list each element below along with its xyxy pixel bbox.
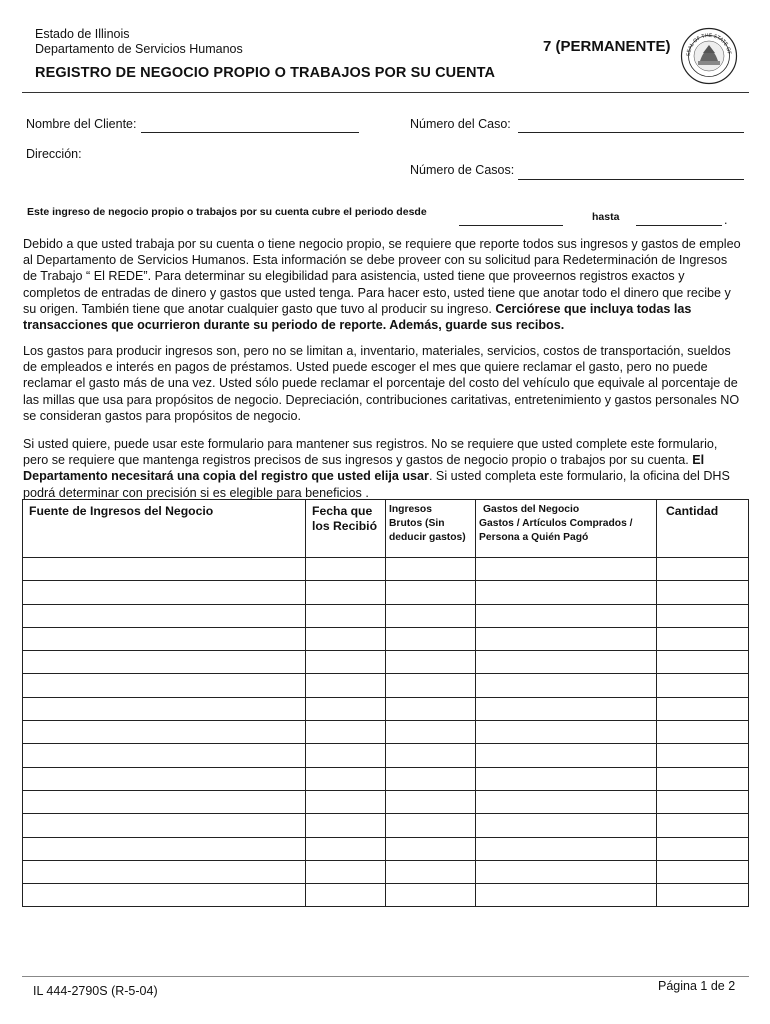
table-row (23, 744, 749, 767)
cell-source[interactable] (23, 884, 306, 907)
cell-gross[interactable] (386, 674, 476, 697)
table-row (23, 814, 749, 837)
paragraph-reporting (23, 236, 743, 333)
cell-date[interactable] (306, 814, 386, 837)
income-expense-table (22, 499, 749, 907)
cell-amount[interactable] (657, 790, 749, 813)
cell-amount[interactable] (657, 697, 749, 720)
cell-expense[interactable] (476, 744, 657, 767)
paragraph-expenses: Los gastos para producir ingresos son, pero no se limitan a, inventario, materiales, servicios, costos de transportación, sueldos de empleados e interés en pagos de préstamos. Usted puede escoger el mes que quiere reclamar el gasto, pero no puede reclamar el gasto más de una vez. Usted sólo puede reclamar el porcentaje del costo del vehículo que equivale al porcentaje de las millas que usa para propósitos de negocio. Depreciación, contribuciones caritativas, entretenimiento y gastos personales NO se consideran gastos para propósitos de negocio. (23, 344, 740, 423)
cell-gross[interactable] (386, 790, 476, 813)
cell-amount[interactable] (657, 744, 749, 767)
until-label: hasta (592, 211, 620, 223)
cell-date[interactable] (306, 604, 386, 627)
cell-date[interactable] (306, 627, 386, 650)
cell-amount[interactable] (657, 884, 749, 907)
cell-gross[interactable] (386, 860, 476, 883)
paragraph-reporting-text: Debido a que usted trabaja por su cuenta o tiene negocio propio, se requiere que reporte todos sus ingresos y gastos de empleo al Departamento de Servicios Humanos. Esta información se debe proveer con su solicitud para Redeterminación de Ingresos de Trabajo “ El REDE”. Para determinar su elegibilidad para asistencia, usted tiene que proveernos registros exactos y completos de entradas de dinero y gastos que usted tenga. Para hacer esto, usted tiene que anotar todo el dinero que recibe y su origen. También tiene que anotar cualquier gasto que tuvo al producir su ingreso. (23, 237, 741, 316)
cell-amount[interactable] (657, 837, 749, 860)
cell-gross[interactable] (386, 767, 476, 790)
table-row (23, 558, 749, 581)
cell-amount[interactable] (657, 651, 749, 674)
table-row (23, 651, 749, 674)
form-code: 7 (PERMANENTE) (543, 38, 671, 55)
cell-expense[interactable] (476, 721, 657, 744)
cell-expense[interactable] (476, 581, 657, 604)
table-row (23, 860, 749, 883)
footer-divider (22, 976, 749, 977)
form-title: REGISTRO DE NEGOCIO PROPIO O TRABAJOS POR SU CUENTA (35, 65, 496, 81)
table-row (23, 837, 749, 860)
agency-department: Departamento de Servicios Humanos (35, 42, 243, 56)
cell-amount[interactable] (657, 627, 749, 650)
cell-gross[interactable] (386, 651, 476, 674)
cell-expense[interactable] (476, 767, 657, 790)
cell-expense[interactable] (476, 884, 657, 907)
cell-date[interactable] (306, 674, 386, 697)
cell-source[interactable] (23, 627, 306, 650)
period-end-punct: . (724, 213, 728, 227)
cell-source[interactable] (23, 767, 306, 790)
cell-source[interactable] (23, 860, 306, 883)
table-row (23, 674, 749, 697)
cell-amount[interactable] (657, 860, 749, 883)
cell-amount[interactable] (657, 814, 749, 837)
cell-amount[interactable] (657, 604, 749, 627)
cell-date[interactable] (306, 884, 386, 907)
col-header-source: Fuente de Ingresos del Negocio (23, 500, 306, 558)
cell-gross[interactable] (386, 558, 476, 581)
table-row (23, 721, 749, 744)
cell-expense[interactable] (476, 674, 657, 697)
cell-expense[interactable] (476, 814, 657, 837)
cell-expense[interactable] (476, 651, 657, 674)
cell-expense[interactable] (476, 837, 657, 860)
cell-date[interactable] (306, 860, 386, 883)
agency-state: Estado de Illinois (35, 27, 130, 41)
cell-date[interactable] (306, 558, 386, 581)
cell-expense[interactable] (476, 604, 657, 627)
cell-source[interactable] (23, 744, 306, 767)
cell-gross[interactable] (386, 884, 476, 907)
cell-date[interactable] (306, 697, 386, 720)
cell-gross[interactable] (386, 744, 476, 767)
cell-date[interactable] (306, 721, 386, 744)
table-row (23, 581, 749, 604)
period-start-field[interactable] (459, 225, 563, 226)
cell-gross[interactable] (386, 697, 476, 720)
col-header-gross: Ingresos Brutos (Sin deducir gastos) (386, 500, 476, 558)
table-row (23, 604, 749, 627)
cell-source[interactable] (23, 790, 306, 813)
col-header-amount: Cantidad (657, 500, 749, 558)
cell-date[interactable] (306, 790, 386, 813)
cell-amount[interactable] (657, 721, 749, 744)
cell-date[interactable] (306, 744, 386, 767)
table-row (23, 767, 749, 790)
cell-expense[interactable] (476, 558, 657, 581)
paragraph-form-use-emphasis: El Departamento necesitará una copia del registro que usted elija usar (23, 453, 705, 484)
cell-gross[interactable] (386, 604, 476, 627)
cell-source[interactable] (23, 651, 306, 674)
period-text: Este ingreso de negocio propio o trabajos por su cuenta cubre el periodo desde (27, 206, 427, 218)
cell-gross[interactable] (386, 627, 476, 650)
table-header-row (23, 500, 749, 558)
cell-source[interactable] (23, 814, 306, 837)
col-header-date: Fecha que los Recibió (306, 500, 386, 558)
address-label: Dirección: (26, 147, 82, 161)
paragraph-form-use-text: Si usted quiere, puede usar este formulario para mantener sus registros. No se requiere que usted complete este formulario, pero se requiere que mantenga registros precisos de sus ingresos y gastos de negocio propio o trabajos por su cuenta. (23, 437, 718, 468)
cell-date[interactable] (306, 767, 386, 790)
header-divider (22, 92, 749, 93)
cell-source[interactable] (23, 837, 306, 860)
case-number-field[interactable] (518, 132, 744, 133)
cell-amount[interactable] (657, 558, 749, 581)
case-number-label: Número del Caso: (410, 117, 511, 131)
cell-date[interactable] (306, 837, 386, 860)
cell-amount[interactable] (657, 767, 749, 790)
period-end-field[interactable] (636, 225, 722, 226)
client-name-field[interactable] (141, 132, 359, 133)
cell-source[interactable] (23, 558, 306, 581)
cell-date[interactable] (306, 581, 386, 604)
paragraph-form-use (23, 436, 743, 501)
case-count-label: Número de Casos: (410, 163, 515, 177)
cell-gross[interactable] (386, 581, 476, 604)
cell-gross[interactable] (386, 837, 476, 860)
cell-source[interactable] (23, 674, 306, 697)
cell-amount[interactable] (657, 674, 749, 697)
cell-date[interactable] (306, 651, 386, 674)
client-name-label: Nombre del Cliente: (26, 117, 137, 131)
cell-source[interactable] (23, 581, 306, 604)
cell-source[interactable] (23, 721, 306, 744)
cell-source[interactable] (23, 604, 306, 627)
table-row (23, 697, 749, 720)
cell-amount[interactable] (657, 581, 749, 604)
cell-source[interactable] (23, 697, 306, 720)
table-row (23, 884, 749, 907)
cell-expense[interactable] (476, 697, 657, 720)
cell-expense[interactable] (476, 860, 657, 883)
page-number: Página 1 de 2 (658, 979, 736, 993)
col-header-expenses: Gastos del Negocio Gastos / Artículos Comprados / Persona a Quién Pagó (476, 500, 657, 558)
cell-expense[interactable] (476, 627, 657, 650)
cell-gross[interactable] (386, 721, 476, 744)
cell-expense[interactable] (476, 790, 657, 813)
case-count-field[interactable] (518, 179, 744, 180)
state-seal-icon (680, 27, 738, 85)
table-row (23, 790, 749, 813)
form-number: IL 444-2790S (R-5-04) (33, 984, 158, 998)
seal-text: SEAL OF THE STATE OF (685, 32, 732, 57)
cell-gross[interactable] (386, 814, 476, 837)
paragraph-reporting-emphasis: Cerciórese que incluya todas las transacciones que ocurrieron durante su periodo de reporte. Además, guarde sus recibos. (23, 301, 692, 333)
table-row (23, 627, 749, 650)
paragraph-form-use-tail: . Si usted completa este formulario, la oficina del DHS podrá determinar con precisión si es elegible para beneficios . (23, 469, 730, 500)
